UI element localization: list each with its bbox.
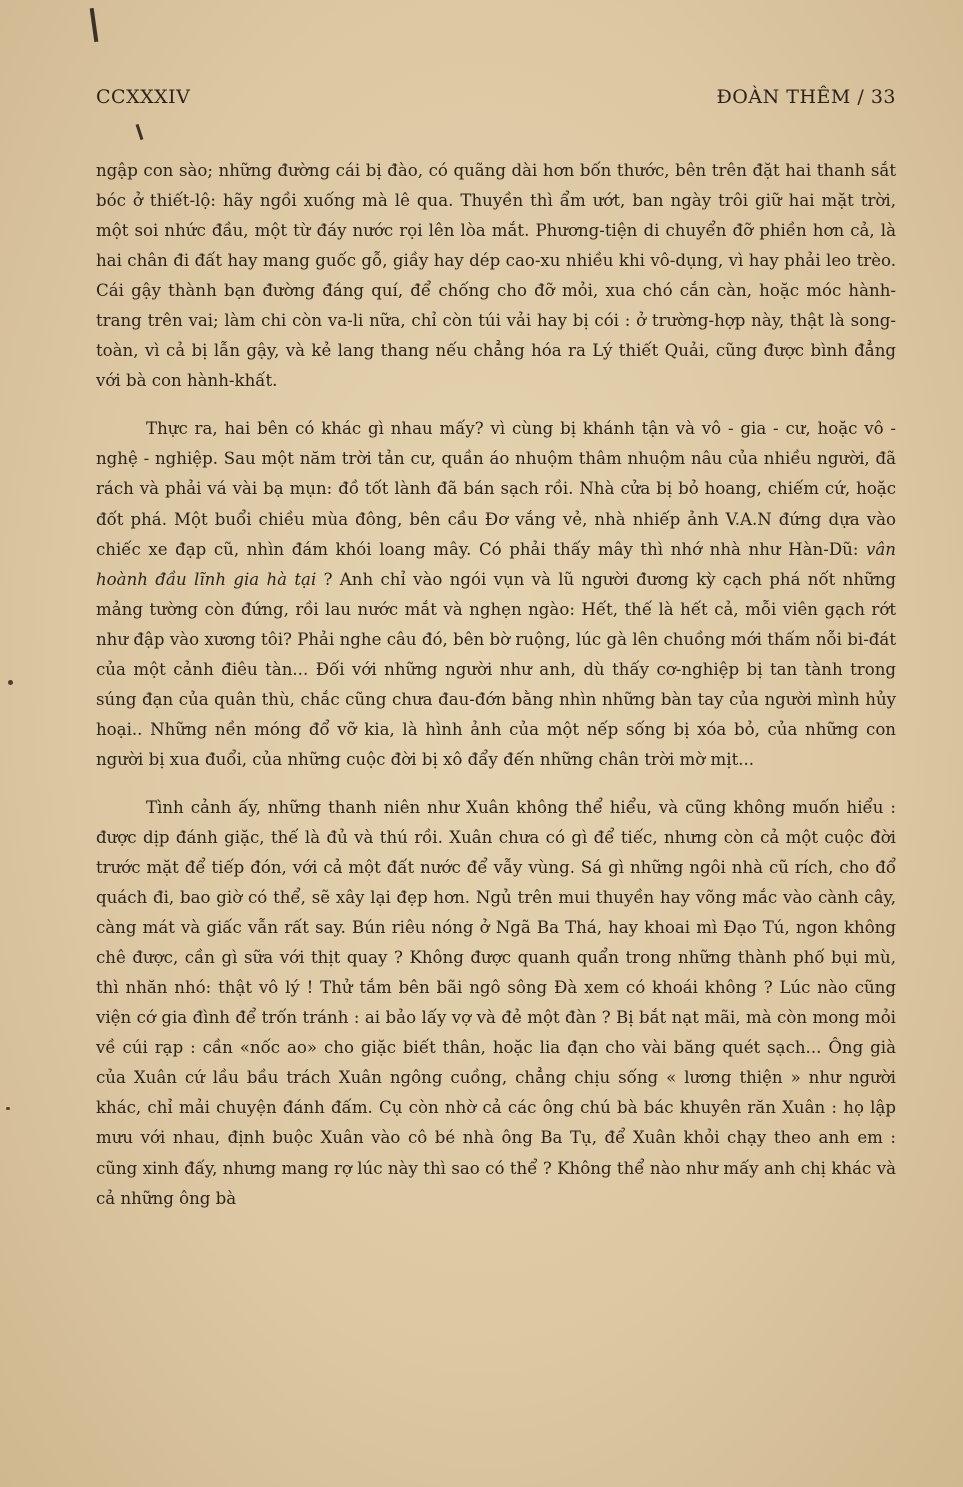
paragraph-2-part-b: ? Anh chỉ vào ngói vụn và lũ người đương kỳ cạch phá nốt những mảng tường còn đứng, rồi lau nước mắt và nghẹn ngào: Hết, thế là hết cả, mỗi viên gạch rớt như đập vào xương tôi? Phải nghe câu đó, bên bờ ruộng, lúc gà lên chuồng mới thấm nỗi bi-đát của một cảnh điêu tàn... Đối với những người như anh, dù thấy cơ-nghiệp bị tan tành trong súng đạn của quân thù, chắc cũng chưa đau-đớn bằng nhìn những bàn tay của người mình hủy hoại.. Những nền móng đổ vỡ kia, là hình ảnh của một nếp sống bị xóa bỏ, của những con người bị xua đuổi, của những cuộc đời bị xô đẩy đến những chân trời mờ mịt... [96, 569, 897, 769]
ink-stroke-header [136, 124, 144, 140]
body-text [96, 156, 896, 1214]
paragraph-1: ngập con sào; những đường cái bị đào, có quãng dài hơn bốn thước, bên trên đặt hai thanh sắt bóc ở thiết-lộ: hãy ngồi xuống mà lê qua. Thuyền thì ẩm ướt, ban ngày trôi giữ hai mặt trời, một soi nhức đầu, một từ đáy nước rọi lên lòa mắt. Phương-tiện di chuyển đỡ phiền hơn cả, là hai chân đi đất hay mang guốc gỗ, giầy hay dép cao-xu nhiều khi vô-dụng, vì hay phải leo trèo. Cái gậy thành bạn đường đáng quí, để chống cho đỡ mỏi, xua chó cắn càn, hoặc móc hành-trang trên vai; làm chi còn va-li nữa, chỉ còn túi vải hay bị cói : ở trường-hợp này, thật là song-toàn, vì cả bị lẫn gậy, và kẻ lang thang nếu chẳng hóa ra Lý thiết Quải, cũng được bình đẳng với bà con hành-khất. [96, 161, 896, 391]
ink-speck [8, 680, 13, 685]
paragraph-gap [96, 396, 896, 414]
paragraph-2-part-a: Thực ra, hai bên có khác gì nhau mấy? vì cùng bị khánh tận và vô - gia - cư, hoặc vô - nghệ - nghiệp. Sau một năm trời tản cư, quần áo nhuộm thâm nhuộm nâu của nhiều người, đã rách và phải vá vài bạ mụn: đồ tốt lành đã bán sạch rồi. Nhà cửa bị bỏ hoang, chiếm cứ, hoặc đốt phá. Một buổi chiều mùa đông, bên cầu Đơ vắng vẻ, nhà nhiếp ảnh V.A.N đứng dựa vào chiếc xe đạp cũ, nhìn đám khói loang mây. Có phải thấy mây thì nhớ nhà như Hàn-Dũ: [96, 419, 896, 559]
paragraph-3: Tình cảnh ấy, những thanh niên như Xuân không thể hiểu, và cũng không muốn hiểu : được dịp đánh giặc, thế là đủ và thú rồi. Xuân chưa có gì để tiếc, nhưng còn cả một cuộc đời trước mặt để tiếp đón, với cả một đất nước để vẫy vùng. Sá gì những ngôi nhà cũ rích, cho đổ quách đi, bao giờ có thể, sẽ xây lại đẹp hơn. Ngủ trên mui thuyền hay võng mắc vào cành cây, càng mát và giấc vẫn rất say. Bún riêu nóng ở Ngã Ba Thá, hay khoai mì Đạo Tú, ngon không chê được, cần gì sữa với thịt quay ? Không được quanh quẩn trong những thành phố bụi mù, thì nhăn nhó: thật vô lý ! Thử tắm bên bãi ngô sông Đà xem có khoái không ? Lúc nào cũng viện cớ gia đình để trốn tránh : ai bảo lấy vợ và đẻ một đàn ? Bị bắt nạt mãi, mà còn mong mỏi về cúi rạp : cần «nốc ao» cho giặc biết thân, hoặc lia đạn cho vài băng quét sạch... Ông già của Xuân cứ lầu bầu trách Xuân ngông cuồng, chẳng chịu sống « lương thiện » như người khác, chỉ mải chuyện đánh đấm. Cụ còn nhờ cả các ông chú bà bác khuyên răn Xuân : họ lập mưu với nhau, định buộc Xuân vào cô bé nhà ông Ba Tụ, để Xuân khỏi chạy theo anh em : cũng xinh đấy, nhưng mang rợ lúc này thì sao có thể ? Không thể nào như mấy anh chị khác và cả những ông bà [96, 797, 896, 1208]
ink-stroke-top [90, 8, 99, 42]
ink-speck [6, 1107, 10, 1110]
paragraph-gap [96, 775, 896, 793]
italic-quote: vân hoành đầu lĩnh gia hà tại [96, 539, 896, 589]
running-header [96, 86, 896, 118]
paragraph-2 [96, 414, 896, 775]
author-page-number: ĐOÀN THÊM / 33 [716, 86, 896, 108]
chapter-number: CCXXXIV [96, 86, 191, 108]
